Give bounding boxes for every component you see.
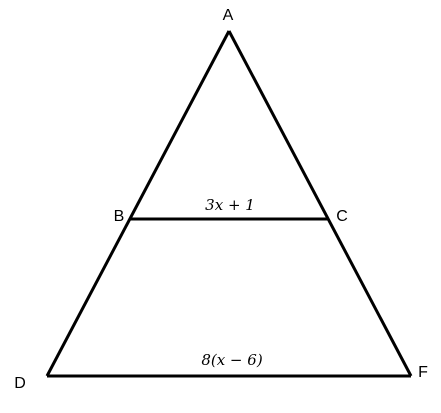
segment-label-DF: 8(x − 6): [201, 351, 263, 369]
side-AD: [47, 31, 229, 376]
vertex-label-D: D: [14, 375, 26, 392]
vertex-label-F: F: [418, 364, 428, 381]
segment-label-BC: 3x + 1: [205, 196, 255, 214]
side-AF: [229, 31, 411, 376]
vertex-label-A: A: [222, 7, 234, 24]
vertex-label-C: C: [336, 208, 348, 225]
vertex-label-B: B: [113, 208, 125, 225]
